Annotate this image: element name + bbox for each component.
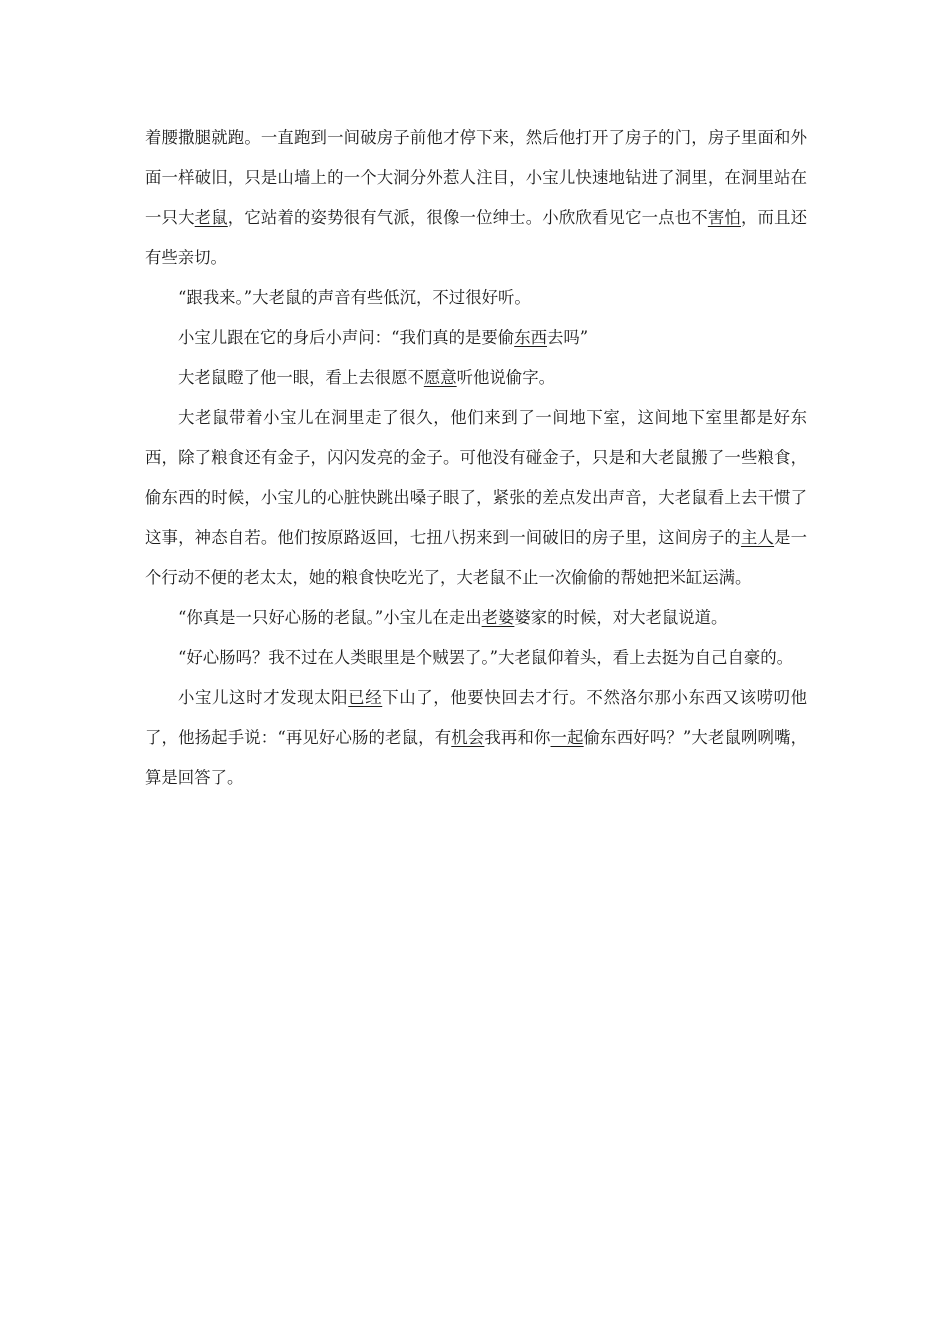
text-segment: 婆家的时候，对大老鼠说道。 bbox=[514, 608, 728, 627]
document-body bbox=[145, 118, 807, 798]
text-segment: 小宝儿跟在它的身后小声问：“我们真的是要偷 bbox=[178, 328, 515, 347]
paragraph bbox=[145, 318, 807, 358]
text-segment: 小宝儿这时才发现太阳 bbox=[178, 688, 349, 707]
underlined-word: 老鼠 bbox=[194, 208, 228, 227]
underlined-word: 已经 bbox=[348, 688, 383, 707]
text-segment: 我再和你 bbox=[484, 728, 551, 747]
underlined-word: 机会 bbox=[451, 728, 485, 747]
text-segment: 着腰撒腿就跑。一直跑到一间破房子前他才停下来，然后他打开了房子的门，房子里面和外面一样破旧，只是山墙上的一个大洞分外惹人注目，小宝儿快速地钻进了洞里，在洞里站在一只大 bbox=[145, 128, 807, 227]
underlined-word: 愿意 bbox=[423, 368, 457, 387]
text-segment: 下山了，他要快回去才行。不然洛尔那小东西又该唠叨他了，他扬起手说：“再见好心肠的老鼠，有 bbox=[145, 688, 808, 747]
underlined-word: 东西 bbox=[514, 328, 547, 347]
text-segment: 去吗” bbox=[546, 328, 589, 347]
text-segment: 听他说偷字。 bbox=[456, 368, 555, 387]
underlined-word: 一起 bbox=[550, 728, 584, 747]
paragraph bbox=[145, 398, 807, 598]
underlined-word: 老婆 bbox=[481, 608, 515, 627]
paragraph bbox=[145, 638, 807, 678]
underlined-word: 害怕 bbox=[707, 208, 741, 227]
text-segment: “跟我来。”大老鼠的声音有些低沉，不过很好听。 bbox=[178, 288, 531, 307]
text-segment: 大老鼠瞪了他一眼，看上去很愿不 bbox=[178, 368, 424, 387]
paragraph bbox=[145, 678, 807, 798]
text-segment: 偷东西好吗？”大老鼠咧咧嘴，算是回答了。 bbox=[145, 728, 808, 787]
paragraph bbox=[145, 278, 807, 318]
text-segment: “好心肠吗？我不过在人类眼里是个贼罢了。”大老鼠仰着头，看上去挺为自己自豪的。 bbox=[178, 648, 794, 667]
text-segment: ，它站着的姿势很有气派，很像一位绅士。小欣欣看见它一点也不 bbox=[227, 208, 708, 227]
text-segment: ，而且还有些亲切。 bbox=[145, 208, 808, 267]
paragraph bbox=[145, 358, 807, 398]
text-segment: 大老鼠带着小宝儿在洞里走了很久，他们来到了一间地下室，这间地下室里都是好东西，除了粮食还有金子，闪闪发亮的金子。可他没有碰金子，只是和大老鼠搬了一些粮食，偷东西的时候，小宝儿的心脏快跳出嗓子眼了，紧张的差点发出声音，大老鼠看上去干惯了这事，神态自若。他们按原路返回，七扭八拐来到一间破旧的房子里，这间房子的 bbox=[145, 408, 807, 547]
text-segment: “你真是一只好心肠的老鼠。”小宝儿在走出 bbox=[178, 608, 482, 627]
paragraph bbox=[145, 598, 807, 638]
underlined-word: 主人 bbox=[740, 528, 775, 547]
paragraph bbox=[145, 118, 807, 278]
text-segment: 是一个行动不便的老太太，她的粮食快吃光了，大老鼠不止一次偷偷的帮她把米缸运满。 bbox=[145, 528, 808, 587]
